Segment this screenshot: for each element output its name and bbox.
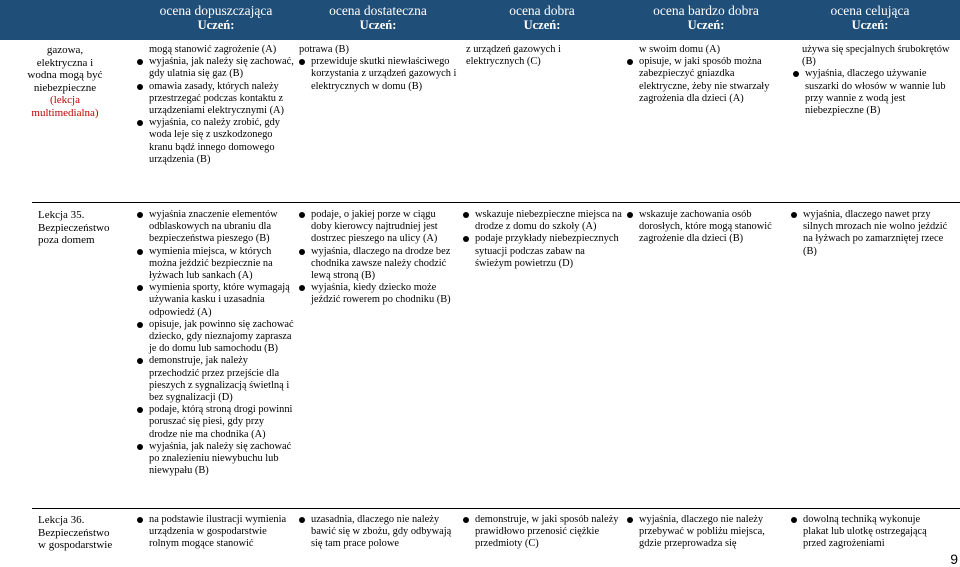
- row3-dopuszczajaca: [134, 514, 294, 551]
- list-item: opisuje, w jaki sposób można zabezpieczyć gniazdka elektryczne, żeby nie stwarzały zagrożenia dla dzieci (A): [624, 56, 784, 105]
- row1-celujaca: używa się specjalnych śrubokrętów (B) wyjaśnia, dlaczego używanie suszarki do włosów w wannie lub przy wannie z wodą jest niebezpieczne (B): [790, 44, 950, 117]
- row2-bardzo-dobra: [624, 209, 786, 246]
- lesson-note: (lekcja: [50, 94, 80, 106]
- list-item: omawia zasady, których należy przestrzegać podczas kontaktu z urządzeniami elektrycznymi (A): [134, 81, 294, 118]
- row2-dostateczna: [296, 209, 458, 307]
- list-item: wyjaśnia, jak należy się zachować, gdy ulatnia się gaz (B): [134, 56, 294, 80]
- row3-bardzo-dobra: [624, 514, 786, 551]
- list-item: opisuje, jak powinno się zachować dziecko, gdy nieznajomy zaprasza je do domu lub samochodu (B): [134, 319, 294, 356]
- list-item: wskazuje niebezpieczne miejsca na drodze z domu do szkoły (A): [460, 209, 622, 233]
- list-item: demonstruje, w jaki sposób należy prawidłowo przenosić ciężkie przedmioty (C): [460, 514, 622, 551]
- list-item: wyjaśnia znaczenie elementów odblaskowych na ubraniu dla bezpieczeństwa pieszego (B): [134, 209, 294, 246]
- list-item: wyjaśnia, dlaczego na drodze bez chodnika zawsze należy chodzić lewą stroną (B): [296, 246, 458, 283]
- list-item: wyjaśnia, dlaczego używanie suszarki do włosów w wannie lub przy wannie z wodą jest niebezpieczne (B): [790, 68, 950, 117]
- list-item: podaje, o jakiej porze w ciągu doby kierowcy najtrudniej jest dostrzec pieszego na ulicy (A): [296, 209, 458, 246]
- row1-topic: gazowa, elektryczna i wodna mogą być niebezpieczne (lekcja multimedialna): [4, 44, 126, 119]
- row1-dobra: z urządzeń gazowych i elektrycznych (C): [466, 44, 561, 68]
- row3-dobra: [460, 514, 622, 551]
- list-item: wymienia sporty, które wymagają używania kasku i uzasadnia odpowiedź (A): [134, 282, 294, 319]
- list-item: wyjaśnia, kiedy dziecko może jeździć rowerem po chodniku (B): [296, 282, 458, 306]
- header-dostateczna: ocena dostateczna Uczeń:: [329, 3, 427, 32]
- list-item: na podstawie ilustracji wymienia urządzenia w gospodarstwie rolnym mogące stanowić: [134, 514, 294, 551]
- list-item: wyjaśnia, dlaczego nie należy przebywać w pobliżu miejsca, gdzie przeprowadza się: [624, 514, 786, 551]
- header-bardzo-dobra: ocena bardzo dobra Uczeń:: [653, 3, 759, 32]
- row2-dobra: [460, 209, 622, 270]
- list-item: podaje, którą stroną drogi powinni poruszać się piesi, gdy przy drodze nie ma chodnika (A): [134, 404, 294, 441]
- page-number: 9: [950, 551, 958, 567]
- list-item: demonstruje, jak należy przechodzić przez przejście dla pieszych z sygnalizacją świetlną i bez sygnalizacji (D): [134, 355, 294, 404]
- list-item: podaje przykłady niebezpiecznych sytuacji podczas zabaw na świeżym powietrzu (D): [460, 233, 622, 270]
- row2-dopuszczajaca: [134, 209, 294, 477]
- header-dopuszczajaca: ocena dopuszczająca Uczeń:: [159, 3, 273, 32]
- list-item: wskazuje zachowania osób dorosłych, które mogą stanowić zagrożenie dla dzieci (B): [624, 209, 786, 246]
- row2-celujaca: [788, 209, 950, 258]
- header-celujaca: ocena celująca Uczeń:: [830, 3, 910, 32]
- list-item: przewiduje skutki niewłaściwego korzystania z urządzeń gazowych i elektrycznych w domu (B): [296, 56, 458, 93]
- list-item: uzasadnia, dlaczego nie należy bawić się w zbożu, gdy odbywają się tam prace polowe: [296, 514, 458, 551]
- row1-bardzo-dobra: w swoim domu (A) opisuje, w jaki sposób można zabezpieczyć gniazdka elektryczne, żeby nie stwarzały zagrożenia dla dzieci (A): [624, 44, 784, 105]
- table-header: [0, 0, 960, 40]
- row3-celujaca: [788, 514, 944, 551]
- row3-topic: Lekcja 36. Bezpieczeństwo w gospodarstwie: [38, 514, 113, 551]
- list-item: wyjaśnia, co należy zrobić, gdy woda leje się z uszkodzonego kranu bądź innego domowego urządzenia (B): [134, 117, 294, 166]
- row1-dopuszczajaca: mogą stanowić zagrożenie (A) wyjaśnia, jak należy się zachować, gdy ulatnia się gaz (B) omawia zasady, których należy przestrzegać podczas kontaktu z urządzeniami elektrycznymi (A) wyjaśnia, co należy zrobić, gdy woda leje się z uszkodzonego kranu bądź innego domowego urządzenia (B): [134, 44, 294, 166]
- row1-dostateczna: potrawa (B) przewiduje skutki niewłaściwego korzystania z urządzeń gazowych i elektrycznych w domu (B): [296, 44, 458, 93]
- list-item: dowolną techniką wykonuje plakat lub ulotkę ostrzegającą przed zagrożeniami: [788, 514, 944, 551]
- row-divider: [32, 508, 960, 509]
- row2-topic: Lekcja 35. Bezpieczeństwo poza domem: [38, 209, 110, 246]
- header-dobra: ocena dobra Uczeń:: [509, 3, 575, 32]
- list-item: wymienia miejsca, w których można jeździć bezpiecznie na łyżwach lub sankach (A): [134, 246, 294, 283]
- list-item: wyjaśnia, dlaczego nawet przy silnych mrozach nie wolno jeździć na łyżwach po zamarzniętej rzece (B): [788, 209, 950, 258]
- row3-dostateczna: [296, 514, 458, 551]
- list-item: wyjaśnia, jak należy się zachować po znalezieniu niewybuchu lub niewypału (B): [134, 441, 294, 478]
- row-divider: [32, 202, 960, 203]
